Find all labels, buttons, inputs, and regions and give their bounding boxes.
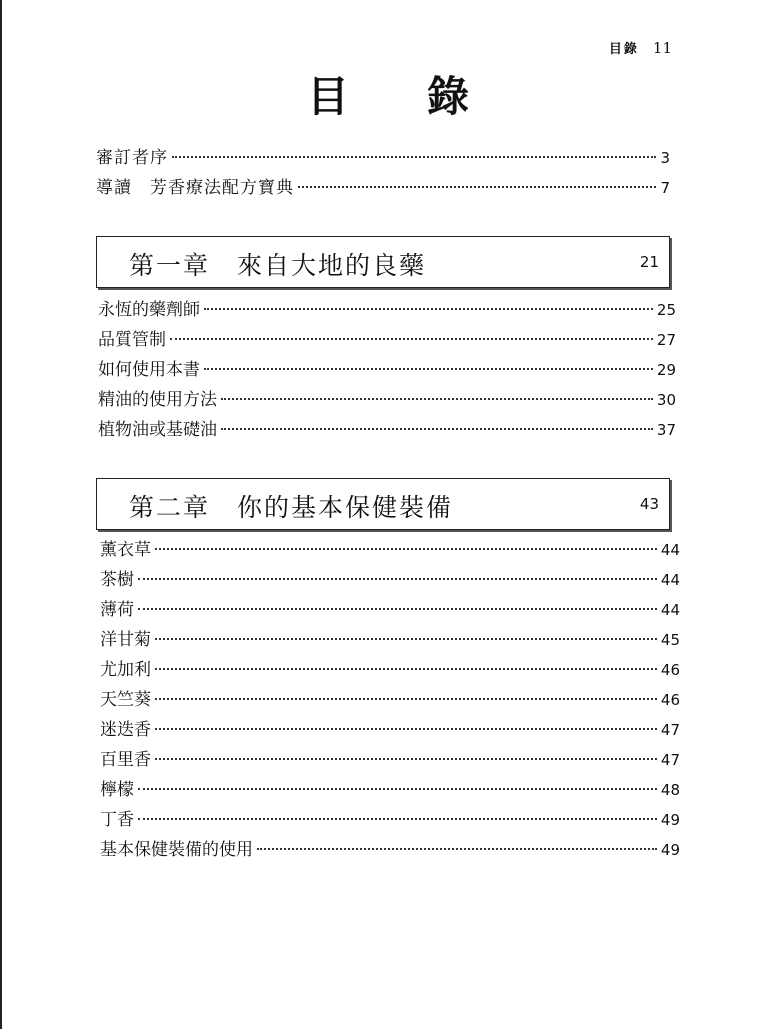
toc-entry-page: 25 xyxy=(656,301,676,319)
toc-entry-page: 30 xyxy=(656,391,676,409)
toc-entry[interactable] xyxy=(98,298,676,322)
chapter-title: 第二章 你的基本保健裝備 xyxy=(129,493,454,522)
leader-dots xyxy=(138,788,657,790)
chapter-title: 第一章 來自大地的良藥 xyxy=(129,251,427,280)
toc-entry-title: 迷迭香 xyxy=(100,720,151,740)
leader-dots xyxy=(155,668,657,670)
leader-dots xyxy=(138,818,657,820)
toc-entry-page: 7 xyxy=(660,179,670,197)
toc-entry-title: 如何使用本書 xyxy=(98,360,200,380)
toc-entry-title: 檸檬 xyxy=(100,780,134,800)
leader-dots xyxy=(155,758,657,760)
toc-entry-title: 天竺葵 xyxy=(100,690,151,710)
leader-dots xyxy=(172,156,656,158)
toc-entry[interactable] xyxy=(100,748,680,772)
toc-entry-title: 審訂者序 xyxy=(96,148,168,168)
toc-entry-page: 46 xyxy=(660,661,680,679)
page-edge xyxy=(0,0,2,1029)
toc-entry-page: 29 xyxy=(656,361,676,379)
leader-dots xyxy=(155,698,657,700)
toc-entry-page: 45 xyxy=(660,631,680,649)
toc-entry[interactable] xyxy=(98,328,676,352)
chapter-page: 21 xyxy=(639,253,659,271)
toc-entry-title: 導讀 芳香療法配方寶典 xyxy=(96,178,294,198)
toc-entry[interactable] xyxy=(100,658,680,682)
toc-entry-page: 3 xyxy=(660,149,670,167)
running-header-title: 目錄 xyxy=(608,42,639,57)
toc-entry-title: 尤加利 xyxy=(100,660,151,680)
toc-entry[interactable] xyxy=(100,628,680,652)
leader-dots xyxy=(138,578,657,580)
toc-entry-introduction[interactable] xyxy=(96,176,670,200)
toc-entry[interactable] xyxy=(98,358,676,382)
toc-entry[interactable] xyxy=(100,838,680,862)
leader-dots xyxy=(155,638,657,640)
toc-entry-title: 百里香 xyxy=(100,750,151,770)
toc-entry-page: 47 xyxy=(660,751,680,769)
toc-entry-page: 49 xyxy=(660,811,680,829)
toc-entry-page: 44 xyxy=(660,541,680,559)
toc-entry-page: 48 xyxy=(660,781,680,799)
toc-entry-title: 洋甘菊 xyxy=(100,630,151,650)
toc-entry[interactable] xyxy=(98,388,676,412)
toc-entry-title: 永恆的藥劑師 xyxy=(98,300,200,320)
chapter-heading-1[interactable] xyxy=(96,236,670,288)
toc-entry-title: 薰衣草 xyxy=(100,540,151,560)
toc-entry-page: 49 xyxy=(660,841,680,859)
toc-entry-page: 27 xyxy=(656,331,676,349)
toc-entry-title: 基本保健裝備的使用 xyxy=(100,840,253,860)
leader-dots xyxy=(155,548,657,550)
leader-dots xyxy=(204,368,653,370)
leader-dots xyxy=(298,186,656,188)
toc-entry-title: 精油的使用方法 xyxy=(98,390,217,410)
toc-entry-title: 茶樹 xyxy=(100,570,134,590)
toc-entry[interactable] xyxy=(98,418,676,442)
leader-dots xyxy=(204,308,653,310)
toc-entry-preface[interactable] xyxy=(96,146,670,170)
leader-dots xyxy=(221,398,653,400)
toc-entry[interactable] xyxy=(100,538,680,562)
toc-entry[interactable] xyxy=(100,778,680,802)
toc-entry[interactable] xyxy=(100,568,680,592)
toc-entry[interactable] xyxy=(100,808,680,832)
toc-entry[interactable] xyxy=(100,598,680,622)
toc-entry-page: 44 xyxy=(660,601,680,619)
running-header-page-number: 11 xyxy=(652,39,672,57)
toc-entry-page: 47 xyxy=(660,721,680,739)
toc-entry-title: 薄荷 xyxy=(100,600,134,620)
running-header xyxy=(609,38,672,57)
page-title: 目錄 xyxy=(306,72,547,121)
leader-dots xyxy=(138,608,657,610)
toc-entry-page: 37 xyxy=(656,421,676,439)
toc-entry-page: 44 xyxy=(660,571,680,589)
chapter-page: 43 xyxy=(639,495,659,513)
toc-entry-title: 植物油或基礎油 xyxy=(98,420,217,440)
toc-entry[interactable] xyxy=(100,688,680,712)
toc-entry-title: 品質管制 xyxy=(98,330,166,350)
leader-dots xyxy=(221,428,653,430)
leader-dots xyxy=(257,848,657,850)
leader-dots xyxy=(155,728,657,730)
chapter-heading-2[interactable] xyxy=(96,478,670,530)
toc-entry[interactable] xyxy=(100,718,680,742)
leader-dots xyxy=(170,338,653,340)
toc-entry-page: 46 xyxy=(660,691,680,709)
toc-entry-title: 丁香 xyxy=(100,810,134,830)
